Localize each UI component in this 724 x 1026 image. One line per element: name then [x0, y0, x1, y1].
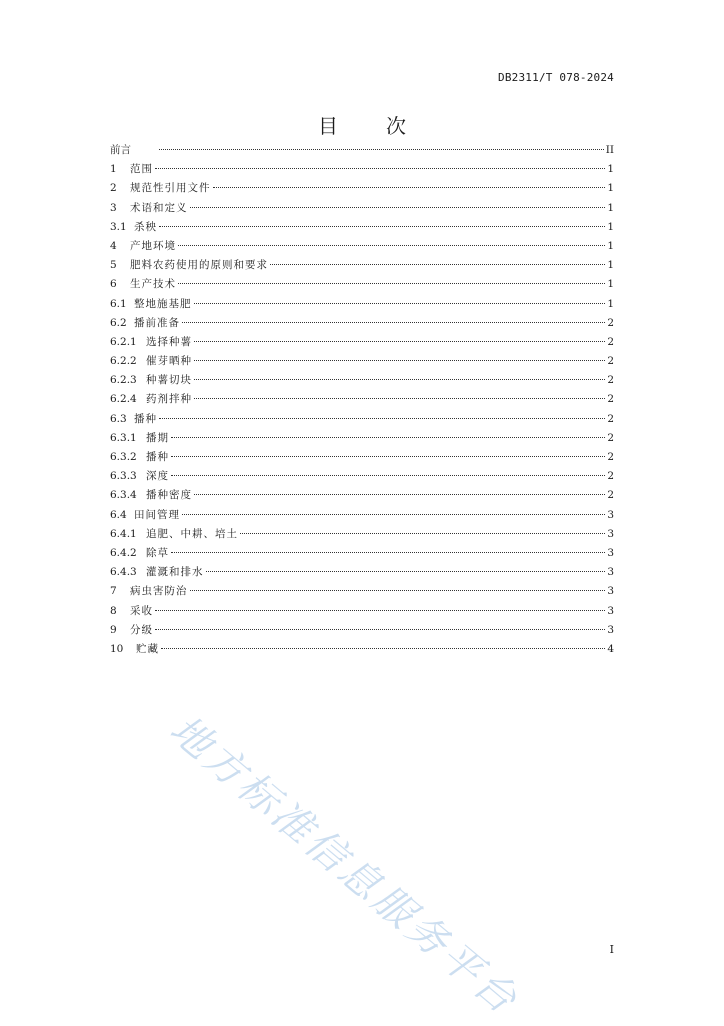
toc-entry-page: 2 — [607, 355, 614, 368]
toc-entry-page: 1 — [607, 163, 614, 176]
toc-leader-dots — [155, 168, 605, 169]
toc-entry[interactable] — [110, 179, 614, 198]
toc-entry[interactable] — [110, 256, 614, 275]
toc-entry[interactable] — [110, 448, 614, 467]
page-number: I — [609, 943, 614, 956]
toc-leader-dots — [159, 418, 605, 419]
toc-entry-page: 2 — [607, 374, 614, 387]
toc-entry-page: 2 — [607, 431, 614, 444]
toc-entry-page: 2 — [607, 489, 614, 502]
toc-entry-label: 种薯切块 — [146, 374, 192, 387]
toc-entry-page: 3 — [607, 623, 614, 636]
toc-entry[interactable] — [110, 506, 614, 525]
toc-entry-page: 3 — [607, 546, 614, 559]
toc-leader-dots — [159, 149, 604, 150]
toc-entry-number: 前 — [110, 144, 121, 156]
toc-entry[interactable] — [110, 602, 614, 621]
toc-entry-page: 3 — [607, 604, 614, 617]
toc-entry-page: 1 — [607, 259, 614, 272]
toc-entry-number: 6.2.1 — [110, 335, 137, 348]
toc-entry-number: 6.3.2 — [110, 451, 137, 463]
toc-entry[interactable] — [110, 410, 614, 429]
toc-entry-label: 生产技术 — [130, 278, 176, 291]
toc-entry-number: 6.4 — [110, 508, 127, 521]
toc-entry-number: 8 — [110, 604, 117, 617]
toc-entry-label: 播种密度 — [146, 489, 192, 502]
toc-entry[interactable] — [110, 295, 614, 314]
toc-entry[interactable] — [110, 275, 614, 294]
toc-entry-number: 6.2.3 — [110, 374, 137, 387]
toc-entry-label: 选择种薯 — [146, 335, 192, 348]
toc-entry-label: 灌溉和排水 — [146, 566, 204, 579]
toc-entry-number: 4 — [110, 239, 117, 252]
document-code: DB2311/T 078-2024 — [498, 71, 614, 84]
toc-entry-label: 催芽晒种 — [146, 355, 192, 368]
toc-entry-label: 播前准备 — [134, 316, 180, 329]
toc-entry[interactable] — [110, 160, 614, 179]
toc-entry-number: 10 — [110, 642, 124, 655]
toc-entry-label: 产地环境 — [130, 239, 176, 252]
toc-entry-number: 6.4.3 — [110, 566, 137, 579]
toc-entry[interactable] — [110, 486, 614, 505]
toc-entry-label: 范围 — [130, 163, 153, 176]
toc-leader-dots — [194, 494, 605, 495]
toc-entry[interactable] — [110, 640, 614, 659]
toc-entry-number: 6.2.2 — [110, 355, 137, 368]
toc-entry-page: 1 — [607, 220, 614, 233]
toc-entry[interactable] — [110, 525, 614, 544]
toc-entry-number: 3.1 — [110, 220, 127, 233]
toc-entry-label: 播期 — [146, 431, 169, 444]
toc-entry-page: 2 — [607, 393, 614, 406]
toc-entry-number: 6.1 — [110, 297, 127, 310]
toc-leader-dots — [206, 571, 606, 572]
toc-leader-dots — [194, 398, 605, 399]
toc-entry-page: 1 — [607, 297, 614, 310]
toc-leader-dots — [182, 322, 605, 323]
toc-entry-page: 2 — [607, 451, 614, 463]
toc-leader-dots — [194, 303, 606, 304]
toc-entry-label: 播种 — [134, 412, 157, 425]
toc-entry-number: 6.3 — [110, 412, 127, 425]
toc-entry[interactable] — [110, 390, 614, 409]
toc-entry[interactable] — [110, 544, 614, 563]
toc-entry-number: 6.3.1 — [110, 431, 137, 444]
toc-title: 目 次 — [318, 114, 420, 138]
toc-entry[interactable] — [110, 429, 614, 448]
toc-entry-number: 6.4.1 — [110, 527, 137, 540]
toc-leader-dots — [178, 245, 605, 246]
toc-leader-dots — [155, 629, 605, 630]
toc-leader-dots — [213, 187, 606, 188]
toc-entry-number: 3 — [110, 201, 117, 214]
toc-leader-dots — [178, 283, 605, 284]
toc-entry-label: 分级 — [130, 623, 153, 636]
toc-entry-page: 3 — [607, 508, 614, 521]
toc-leader-dots — [190, 207, 606, 208]
toc-entry-page: 1 — [607, 182, 614, 195]
toc-entry-label: 深度 — [146, 470, 169, 483]
toc-leader-dots — [194, 341, 605, 342]
toc-leader-dots — [161, 648, 605, 649]
toc-leader-dots — [171, 456, 605, 457]
toc-leader-dots — [171, 475, 605, 476]
toc-entry-page: II — [605, 144, 614, 156]
toc-entry-number: 6.2.4 — [110, 393, 137, 406]
toc-entry-page: 2 — [607, 470, 614, 483]
toc-leader-dots — [171, 437, 605, 438]
toc-entry-label: 病虫害防治 — [130, 585, 188, 598]
toc-entry[interactable] — [110, 352, 614, 371]
toc-leader-dots — [171, 552, 605, 553]
toc-leader-dots — [155, 610, 605, 611]
toc-entry-number: 6 — [110, 278, 117, 291]
toc-entry[interactable] — [110, 333, 614, 352]
toc-entry-page: 1 — [607, 239, 614, 252]
toc-entry[interactable] — [110, 467, 614, 486]
toc-entry-page: 2 — [607, 335, 614, 348]
toc-leader-dots — [194, 379, 605, 380]
toc-entry-number: 2 — [110, 182, 117, 195]
toc-entry-page: 2 — [607, 316, 614, 329]
toc-entry[interactable] — [110, 582, 614, 601]
toc-entry-number: 5 — [110, 259, 117, 272]
toc-entry-number: 9 — [110, 623, 117, 636]
toc-entry-number: 1 — [110, 163, 117, 176]
toc-entry-label: 采收 — [130, 604, 153, 617]
toc-entry-page: 3 — [607, 566, 614, 579]
toc-entry[interactable] — [110, 237, 614, 256]
toc-entry-number: 6.3.3 — [110, 470, 137, 483]
toc-leader-dots — [182, 514, 605, 515]
toc-entry-label: 药剂拌种 — [146, 393, 192, 406]
toc-entry-number: 6.2 — [110, 316, 127, 329]
toc-entry[interactable] — [110, 141, 614, 160]
toc-entry[interactable] — [110, 371, 614, 390]
toc-entry-number: 7 — [110, 585, 117, 598]
table-of-contents — [110, 141, 614, 659]
toc-entry-label: 术语和定义 — [130, 201, 188, 214]
toc-entry[interactable] — [110, 199, 614, 218]
toc-entry-label: 田间管理 — [134, 508, 180, 521]
toc-entry-page: 2 — [607, 412, 614, 425]
toc-entry-label: 追肥、中耕、培土 — [146, 527, 238, 540]
toc-entry-page: 4 — [607, 642, 614, 655]
toc-entry-page: 3 — [607, 527, 614, 540]
toc-entry-page: 1 — [607, 278, 614, 291]
toc-entry-label: 除草 — [146, 546, 169, 559]
toc-entry-page: 1 — [607, 201, 614, 214]
toc-entry[interactable] — [110, 314, 614, 333]
toc-entry-number: 6.4.2 — [110, 546, 137, 559]
toc-entry-number: 6.3.4 — [110, 489, 137, 502]
toc-entry-label: 整地施基肥 — [134, 297, 192, 310]
toc-entry-label: 肥料农药使用的原则和要求 — [130, 259, 268, 272]
toc-leader-dots — [270, 264, 605, 265]
toc-entry-label: 贮藏 — [136, 642, 159, 655]
watermark: 地方标准信息服务平台 — [160, 706, 528, 1025]
toc-entry-label: 播种 — [146, 451, 169, 463]
toc-entry[interactable] — [110, 218, 614, 237]
toc-leader-dots — [190, 590, 606, 591]
toc-entry[interactable] — [110, 563, 614, 582]
toc-leader-dots — [240, 533, 605, 534]
toc-leader-dots — [159, 226, 605, 227]
toc-entry-label: 杀秧 — [134, 220, 157, 233]
toc-entry-page: 3 — [607, 585, 614, 598]
toc-entry-label: 规范性引用文件 — [130, 182, 211, 195]
toc-entry[interactable] — [110, 621, 614, 640]
toc-entry-label: 言 — [120, 144, 157, 156]
toc-leader-dots — [194, 360, 605, 361]
